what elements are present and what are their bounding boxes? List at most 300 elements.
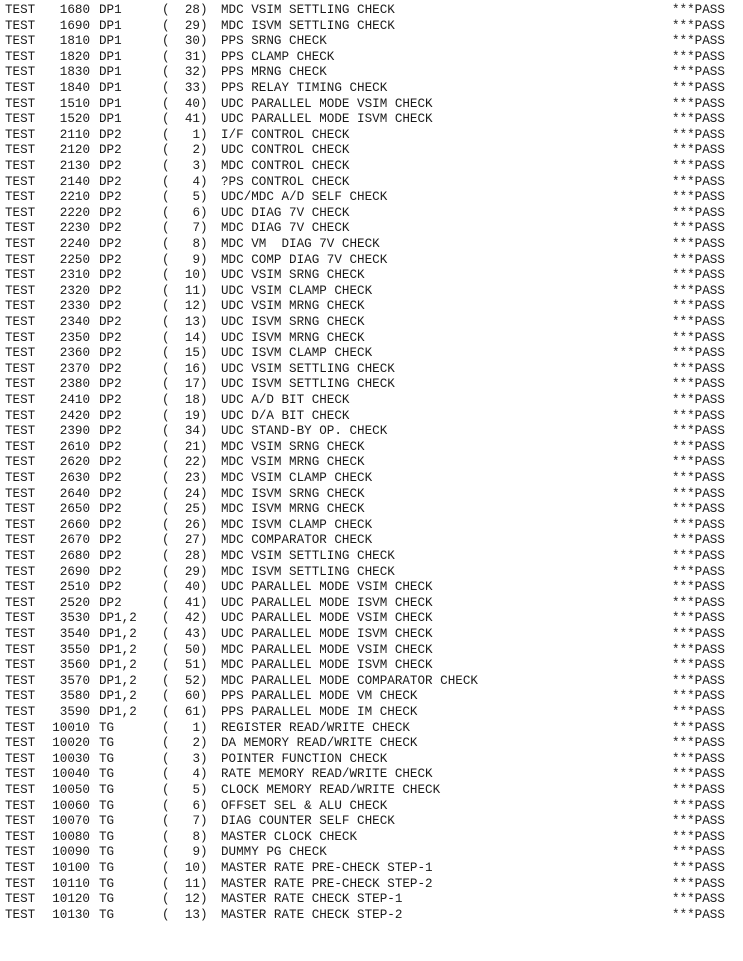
test-description: OFFSET SEL & ALU CHECK [221, 798, 388, 813]
open-paren: ( [162, 174, 170, 189]
test-log-row [0, 159, 743, 175]
open-paren: ( [162, 876, 170, 891]
test-description: MDC COMP DIAG 7V CHECK [221, 252, 388, 267]
open-paren: ( [162, 377, 170, 392]
test-keyword: TEST [5, 533, 36, 548]
test-group: DP2 [99, 377, 122, 392]
test-number: 1510 [59, 96, 90, 111]
test-log-row [0, 331, 743, 347]
test-description: MDC ISVM MRNG CHECK [221, 502, 365, 517]
test-log-row [0, 424, 743, 440]
test-description: UDC PARALLEL MODE VSIM CHECK [221, 611, 433, 626]
close-paren: ) [200, 439, 208, 454]
close-paren: ) [200, 81, 208, 95]
test-index: 11 [184, 876, 200, 891]
test-group: DP2 [99, 268, 122, 283]
test-result: ***PASS [672, 65, 725, 80]
close-paren: ) [200, 689, 208, 704]
open-paren: ( [162, 907, 170, 922]
test-group: DP2 [99, 517, 122, 532]
test-keyword: TEST [5, 143, 36, 158]
open-paren: ( [162, 845, 170, 860]
test-group: DP2 [99, 174, 122, 189]
test-log-row [0, 705, 743, 721]
test-number: 2690 [59, 564, 90, 579]
test-result: ***PASS [672, 673, 725, 688]
open-paren: ( [162, 205, 170, 220]
test-number: 10120 [52, 892, 90, 907]
test-number: 10040 [52, 767, 90, 782]
close-paren: ) [200, 642, 208, 657]
test-log-row [0, 689, 743, 705]
test-index: 43 [184, 627, 200, 641]
test-number: 1680 [59, 3, 90, 17]
test-description: MDC VM DIAG 7V CHECK [221, 237, 380, 251]
open-paren: ( [162, 424, 170, 439]
test-group: DP2 [99, 361, 122, 376]
test-log-row [0, 81, 743, 97]
test-index: 22 [184, 455, 200, 470]
close-paren: ) [200, 237, 208, 251]
test-index: 50 [184, 642, 200, 657]
test-number: 3550 [59, 642, 90, 657]
close-paren: ) [200, 159, 208, 173]
test-description: MDC ISVM SETTLING CHECK [221, 18, 395, 33]
test-number: 3540 [59, 627, 90, 641]
test-description: UDC ISVM SETTLING CHECK [221, 377, 395, 392]
test-description: MASTER RATE PRE-CHECK STEP-1 [221, 861, 433, 875]
close-paren: ) [200, 96, 208, 111]
test-log-row [0, 455, 743, 471]
open-paren: ( [162, 751, 170, 766]
open-paren: ( [162, 673, 170, 688]
test-log-row [0, 565, 743, 581]
test-log-row [0, 175, 743, 191]
test-index: 2 [192, 736, 200, 751]
close-paren: ) [200, 814, 208, 829]
open-paren: ( [162, 783, 170, 797]
test-index: 25 [184, 502, 200, 517]
test-keyword: TEST [5, 486, 36, 501]
test-log-row [0, 596, 743, 612]
test-log-row [0, 518, 743, 534]
test-group: DP1,2 [99, 689, 137, 704]
test-index: 30 [184, 34, 200, 49]
test-group: DP1 [99, 65, 122, 80]
test-log-row [0, 19, 743, 35]
test-result: ***PASS [672, 595, 725, 610]
test-index: 8 [192, 829, 200, 844]
open-paren: ( [162, 627, 170, 641]
test-group: DP2 [99, 486, 122, 501]
test-description: UDC PARALLEL MODE VSIM CHECK [221, 580, 433, 595]
test-keyword: TEST [5, 315, 36, 329]
close-paren: ) [200, 876, 208, 891]
test-index: 28 [184, 3, 200, 17]
close-paren: ) [200, 346, 208, 361]
test-index: 10 [184, 268, 200, 283]
test-result: ***PASS [672, 845, 725, 860]
close-paren: ) [200, 751, 208, 766]
test-result: ***PASS [672, 533, 725, 548]
test-description: PPS RELAY TIMING CHECK [221, 81, 388, 95]
test-number: 3570 [59, 673, 90, 688]
test-group: TG [99, 829, 115, 844]
open-paren: ( [162, 720, 170, 735]
open-paren: ( [162, 455, 170, 470]
test-log-row [0, 502, 743, 518]
open-paren: ( [162, 81, 170, 95]
close-paren: ) [200, 471, 208, 485]
test-keyword: TEST [5, 627, 36, 641]
test-group: TG [99, 907, 115, 922]
test-group: DP2 [99, 408, 122, 423]
test-log-row [0, 799, 743, 815]
close-paren: ) [200, 533, 208, 548]
test-description: CLOCK MEMORY READ/WRITE CHECK [221, 783, 441, 797]
test-description: DIAG COUNTER SELF CHECK [221, 814, 395, 829]
test-group: DP1,2 [99, 627, 137, 641]
test-result: ***PASS [672, 174, 725, 189]
test-group: DP2 [99, 190, 122, 205]
test-result: ***PASS [672, 3, 725, 17]
test-description: PPS SRNG CHECK [221, 34, 327, 49]
test-log-row [0, 721, 743, 737]
test-number: 10130 [52, 907, 90, 922]
test-index: 6 [192, 798, 200, 813]
test-description: POINTER FUNCTION CHECK [221, 751, 388, 766]
test-result: ***PASS [672, 892, 725, 907]
test-group: TG [99, 845, 115, 860]
test-group: DP2 [99, 580, 122, 595]
test-number: 2680 [59, 549, 90, 563]
test-number: 2610 [59, 439, 90, 454]
close-paren: ) [200, 424, 208, 439]
test-index: 4 [192, 767, 200, 782]
test-keyword: TEST [5, 424, 36, 439]
test-log-row [0, 471, 743, 487]
test-number: 2420 [59, 408, 90, 423]
test-keyword: TEST [5, 268, 36, 283]
open-paren: ( [162, 127, 170, 142]
test-index: 42 [184, 611, 200, 626]
test-result: ***PASS [672, 486, 725, 501]
test-index: 19 [184, 408, 200, 423]
test-description: UDC STAND-BY OP. CHECK [221, 424, 388, 439]
test-keyword: TEST [5, 595, 36, 610]
test-group: DP1 [99, 34, 122, 49]
test-result: ***PASS [672, 252, 725, 267]
test-log-row [0, 830, 743, 846]
test-keyword: TEST [5, 564, 36, 579]
test-log-row [0, 487, 743, 503]
test-log-row [0, 143, 743, 159]
test-log-row [0, 892, 743, 908]
close-paren: ) [200, 34, 208, 49]
test-keyword: TEST [5, 361, 36, 376]
test-description: MASTER CLOCK CHECK [221, 829, 358, 844]
test-result: ***PASS [672, 346, 725, 361]
test-keyword: TEST [5, 81, 36, 95]
open-paren: ( [162, 814, 170, 829]
test-group: TG [99, 736, 115, 751]
test-log-row [0, 752, 743, 768]
test-keyword: TEST [5, 237, 36, 251]
test-result: ***PASS [672, 205, 725, 220]
test-group: TG [99, 876, 115, 891]
test-group: DP2 [99, 595, 122, 610]
test-result: ***PASS [672, 159, 725, 173]
test-description: MDC ISVM CLAMP CHECK [221, 517, 373, 532]
open-paren: ( [162, 112, 170, 127]
test-result: ***PASS [672, 736, 725, 751]
test-log-row [0, 861, 743, 877]
test-log-row [0, 440, 743, 456]
test-number: 2120 [59, 143, 90, 158]
close-paren: ) [200, 783, 208, 797]
open-paren: ( [162, 330, 170, 345]
test-index: 4 [192, 174, 200, 189]
test-number: 1520 [59, 112, 90, 127]
test-result: ***PASS [672, 861, 725, 875]
test-keyword: TEST [5, 798, 36, 813]
test-number: 10030 [52, 751, 90, 766]
test-keyword: TEST [5, 299, 36, 314]
close-paren: ) [200, 517, 208, 532]
test-number: 3590 [59, 705, 90, 719]
test-result: ***PASS [672, 502, 725, 517]
test-keyword: TEST [5, 876, 36, 891]
test-number: 2380 [59, 377, 90, 392]
test-group: DP1,2 [99, 658, 137, 673]
close-paren: ) [200, 221, 208, 236]
test-log-row [0, 268, 743, 284]
test-description: MDC VSIM MRNG CHECK [221, 455, 365, 470]
test-group: TG [99, 720, 115, 735]
test-index: 6 [192, 205, 200, 220]
close-paren: ) [200, 143, 208, 158]
test-keyword: TEST [5, 283, 36, 298]
test-group: DP2 [99, 424, 122, 439]
test-result: ***PASS [672, 49, 725, 64]
test-group: TG [99, 814, 115, 829]
test-index: 29 [184, 564, 200, 579]
test-keyword: TEST [5, 3, 36, 17]
close-paren: ) [200, 455, 208, 470]
test-number: 2110 [59, 127, 90, 142]
close-paren: ) [200, 127, 208, 142]
test-log-row [0, 128, 743, 144]
open-paren: ( [162, 705, 170, 719]
test-result: ***PASS [672, 829, 725, 844]
test-result: ***PASS [672, 393, 725, 407]
test-number: 3560 [59, 658, 90, 673]
open-paren: ( [162, 49, 170, 64]
test-group: DP2 [99, 221, 122, 236]
open-paren: ( [162, 18, 170, 33]
test-keyword: TEST [5, 174, 36, 189]
test-index: 5 [192, 190, 200, 205]
test-number: 1820 [59, 49, 90, 64]
close-paren: ) [200, 252, 208, 267]
test-log-row [0, 845, 743, 861]
test-log-row [0, 736, 743, 752]
test-keyword: TEST [5, 393, 36, 407]
test-index: 10 [184, 861, 200, 875]
close-paren: ) [200, 720, 208, 735]
test-number: 10090 [52, 845, 90, 860]
test-keyword: TEST [5, 159, 36, 173]
test-keyword: TEST [5, 642, 36, 657]
test-group: TG [99, 798, 115, 813]
test-keyword: TEST [5, 673, 36, 688]
test-log-row [0, 253, 743, 269]
test-group: DP2 [99, 502, 122, 517]
test-group: DP2 [99, 393, 122, 407]
test-result: ***PASS [672, 237, 725, 251]
test-keyword: TEST [5, 814, 36, 829]
test-result: ***PASS [672, 876, 725, 891]
test-result: ***PASS [672, 814, 725, 829]
test-keyword: TEST [5, 221, 36, 236]
test-log-row [0, 908, 743, 924]
test-group: DP2 [99, 471, 122, 485]
test-description: MASTER RATE CHECK STEP-2 [221, 907, 403, 922]
test-keyword: TEST [5, 767, 36, 782]
close-paren: ) [200, 767, 208, 782]
test-log-row [0, 580, 743, 596]
test-description: UDC VSIM MRNG CHECK [221, 299, 365, 314]
test-number: 2660 [59, 517, 90, 532]
test-group: DP2 [99, 205, 122, 220]
test-keyword: TEST [5, 517, 36, 532]
test-number: 2220 [59, 205, 90, 220]
test-number: 10020 [52, 736, 90, 751]
test-group: DP1 [99, 96, 122, 111]
test-keyword: TEST [5, 580, 36, 595]
test-description: UDC VSIM SETTLING CHECK [221, 361, 395, 376]
test-index: 1 [192, 127, 200, 142]
test-result: ***PASS [672, 377, 725, 392]
test-description: UDC ISVM MRNG CHECK [221, 330, 365, 345]
test-index: 61 [184, 705, 200, 719]
test-keyword: TEST [5, 330, 36, 345]
close-paren: ) [200, 174, 208, 189]
close-paren: ) [200, 907, 208, 922]
test-group: DP2 [99, 330, 122, 345]
test-description: MDC PARALLEL MODE VSIM CHECK [221, 642, 433, 657]
open-paren: ( [162, 221, 170, 236]
test-index: 29 [184, 18, 200, 33]
test-number: 2620 [59, 455, 90, 470]
test-keyword: TEST [5, 252, 36, 267]
test-result: ***PASS [672, 330, 725, 345]
test-number: 2230 [59, 221, 90, 236]
test-description: MDC PARALLEL MODE COMPARATOR CHECK [221, 673, 478, 688]
test-group: DP2 [99, 143, 122, 158]
close-paren: ) [200, 112, 208, 127]
test-index: 9 [192, 252, 200, 267]
test-log-row [0, 611, 743, 627]
open-paren: ( [162, 829, 170, 844]
close-paren: ) [200, 315, 208, 329]
test-index: 7 [192, 814, 200, 829]
test-result: ***PASS [672, 361, 725, 376]
test-index: 13 [184, 907, 200, 922]
test-index: 8 [192, 237, 200, 251]
close-paren: ) [200, 330, 208, 345]
test-keyword: TEST [5, 892, 36, 907]
test-group: TG [99, 892, 115, 907]
test-number: 2250 [59, 252, 90, 267]
test-group: DP1,2 [99, 642, 137, 657]
open-paren: ( [162, 143, 170, 158]
test-number: 2320 [59, 283, 90, 298]
test-log-row [0, 783, 743, 799]
close-paren: ) [200, 18, 208, 33]
test-number: 2240 [59, 237, 90, 251]
test-number: 3580 [59, 689, 90, 704]
test-index: 33 [184, 81, 200, 95]
test-description: UDC CONTROL CHECK [221, 143, 350, 158]
test-result: ***PASS [672, 751, 725, 766]
test-result: ***PASS [672, 143, 725, 158]
test-index: 1 [192, 720, 200, 735]
test-result: ***PASS [672, 81, 725, 95]
test-description: MDC COMPARATOR CHECK [221, 533, 373, 548]
test-index: 3 [192, 751, 200, 766]
test-log-row [0, 627, 743, 643]
test-group: DP2 [99, 455, 122, 470]
test-description: MDC ISVM SRNG CHECK [221, 486, 365, 501]
open-paren: ( [162, 315, 170, 329]
test-keyword: TEST [5, 907, 36, 922]
test-log-row [0, 237, 743, 253]
open-paren: ( [162, 861, 170, 875]
close-paren: ) [200, 564, 208, 579]
test-number: 2310 [59, 268, 90, 283]
test-description: MDC VSIM SETTLING CHECK [221, 549, 395, 563]
test-keyword: TEST [5, 439, 36, 454]
test-group: DP2 [99, 237, 122, 251]
test-number: 2140 [59, 174, 90, 189]
test-number: 2650 [59, 502, 90, 517]
test-number: 10100 [52, 861, 90, 875]
test-log-row [0, 377, 743, 393]
test-index: 41 [184, 112, 200, 127]
open-paren: ( [162, 346, 170, 361]
close-paren: ) [200, 580, 208, 595]
test-keyword: TEST [5, 205, 36, 220]
test-result: ***PASS [672, 96, 725, 111]
open-paren: ( [162, 299, 170, 314]
test-log-row [0, 393, 743, 409]
test-description: UDC ISVM CLAMP CHECK [221, 346, 373, 361]
close-paren: ) [200, 486, 208, 501]
test-number: 1840 [59, 81, 90, 95]
test-index: 13 [184, 315, 200, 329]
test-number: 10010 [52, 720, 90, 735]
test-index: 12 [184, 892, 200, 907]
test-result: ***PASS [672, 283, 725, 298]
test-number: 2410 [59, 393, 90, 407]
test-log-row [0, 3, 743, 19]
test-result: ***PASS [672, 720, 725, 735]
test-log-row [0, 533, 743, 549]
test-description: PPS PARALLEL MODE IM CHECK [221, 705, 418, 719]
open-paren: ( [162, 595, 170, 610]
test-keyword: TEST [5, 783, 36, 797]
